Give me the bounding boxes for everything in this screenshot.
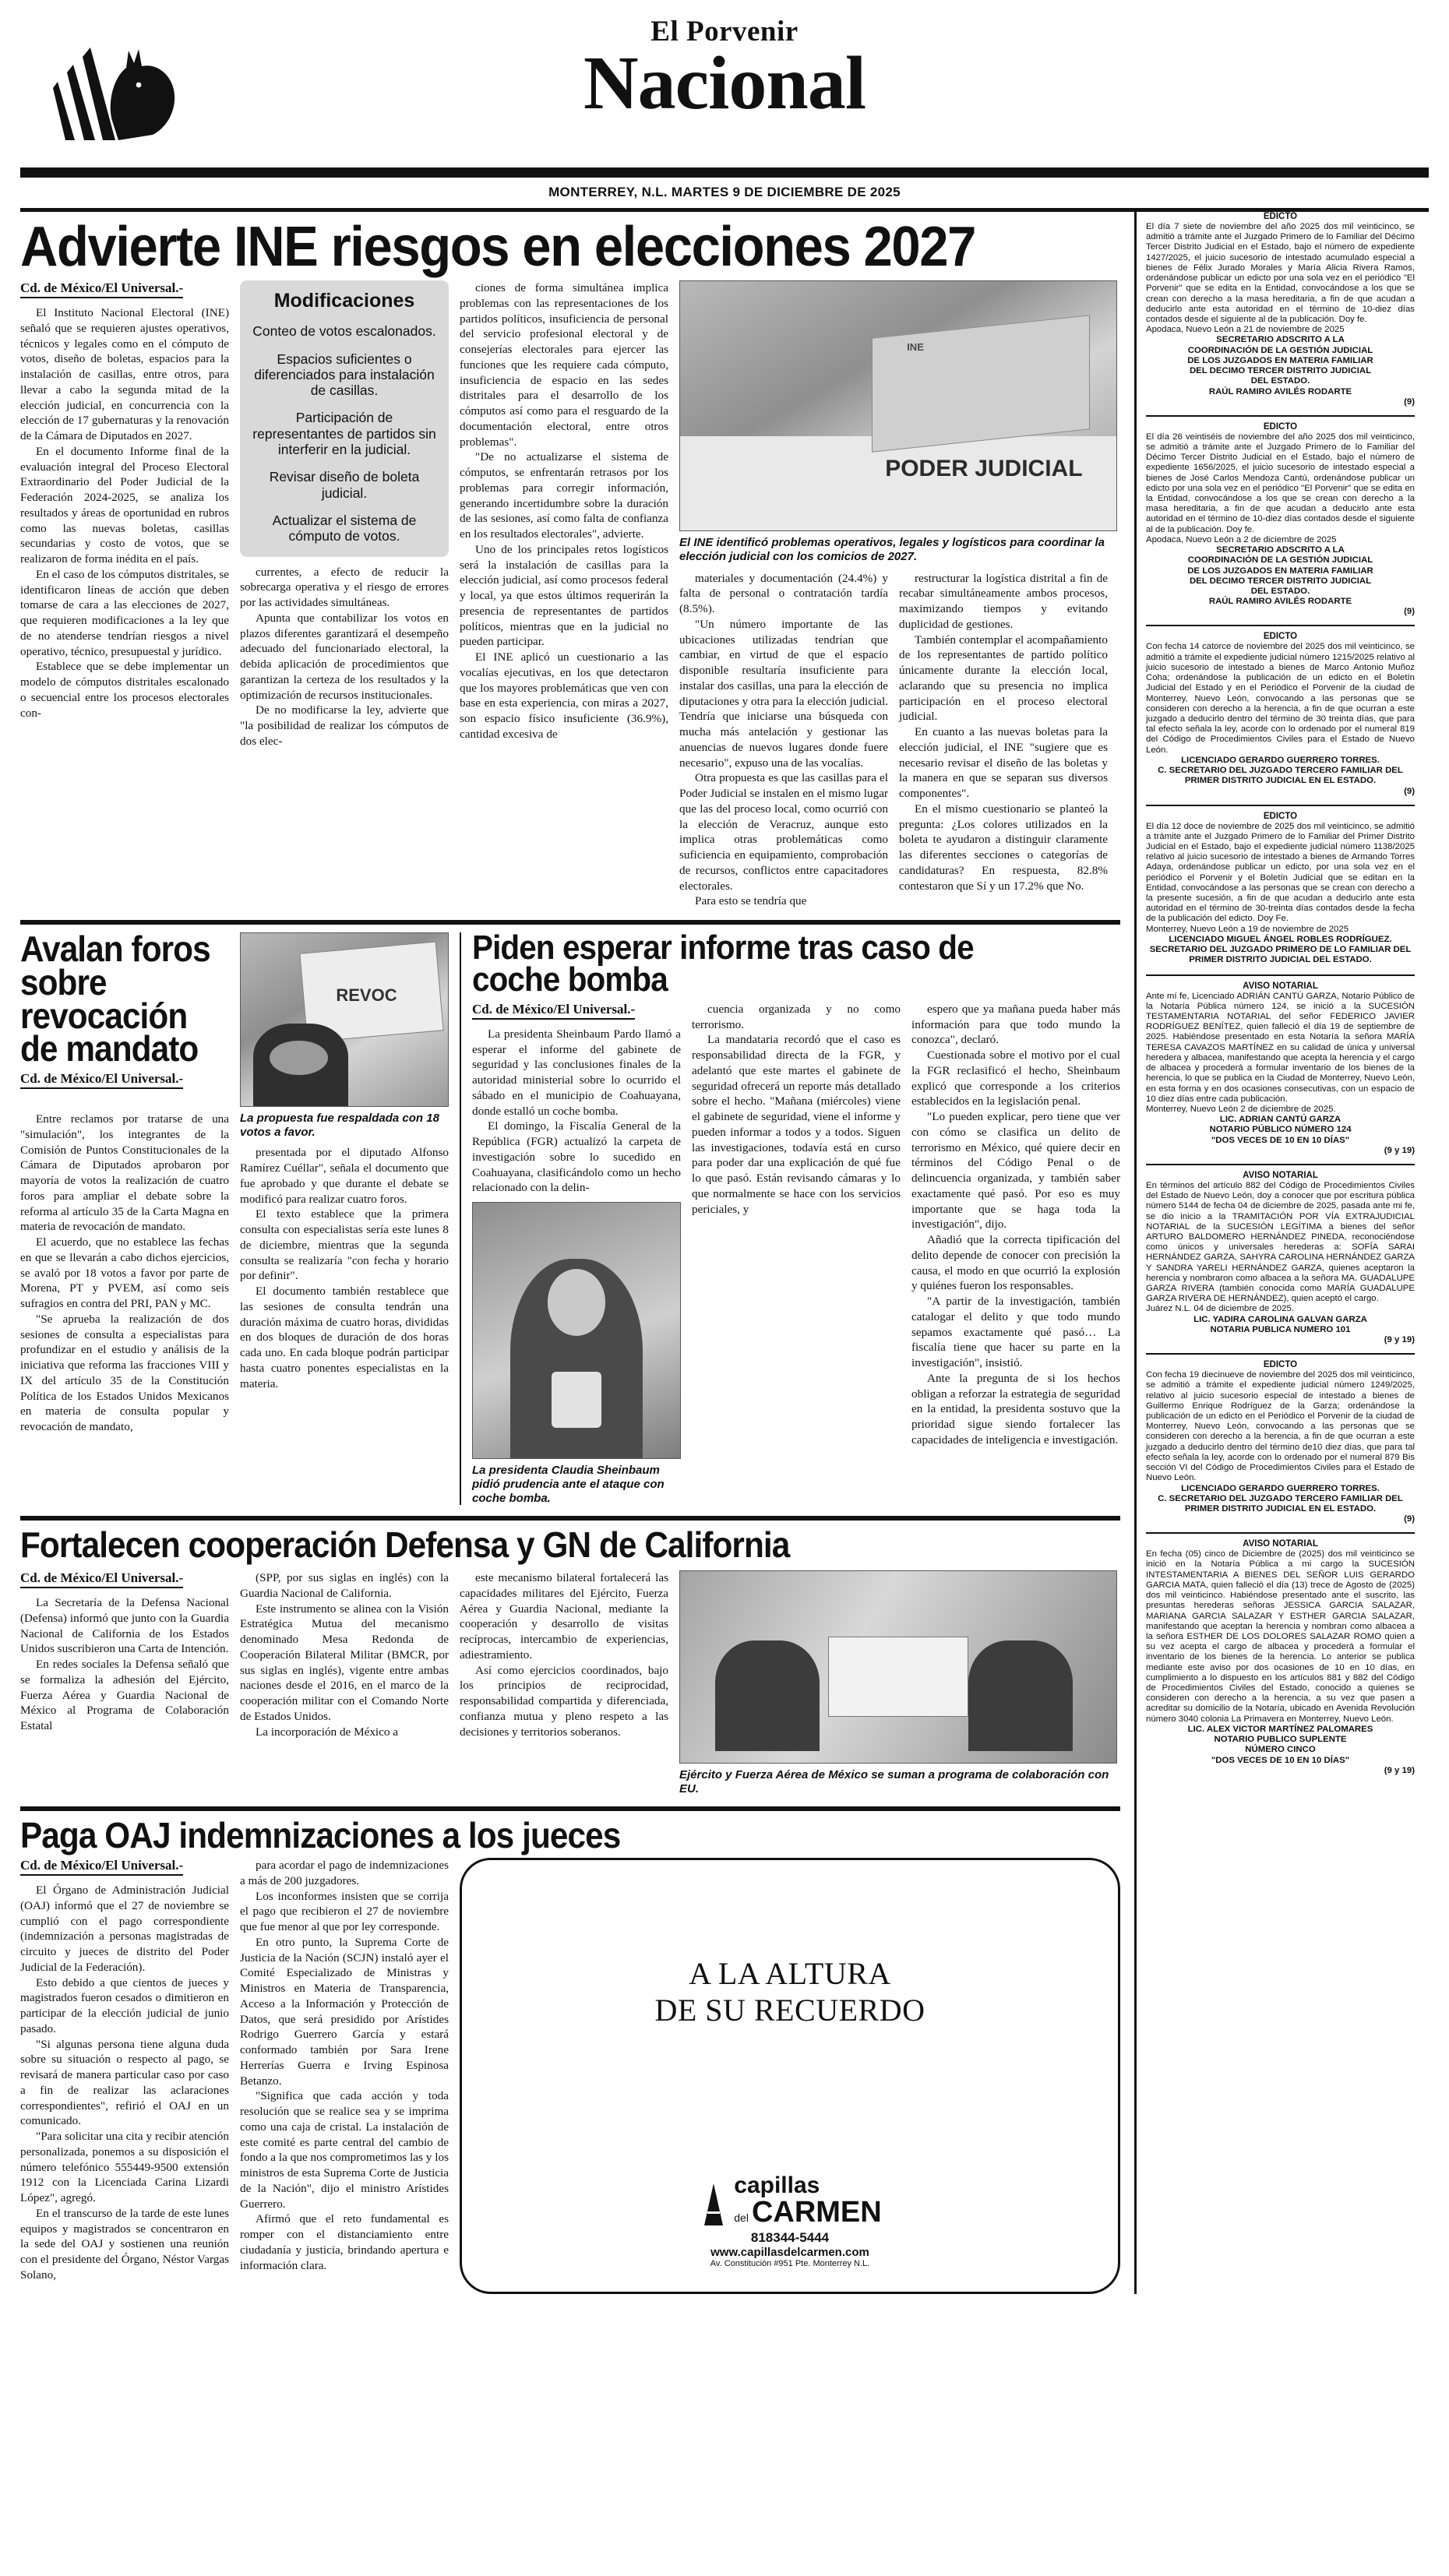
section-divider — [20, 920, 1120, 925]
oaj-byline: Cd. de México/El Universal.- — [20, 1858, 183, 1876]
piden-byline: Cd. de México/El Universal.- — [472, 1002, 635, 1020]
notice-ref: (9) — [1404, 1514, 1415, 1524]
notice-line: DE LOS JUZGADOS EN MATERIA FAMILIAR — [1187, 355, 1373, 365]
legal-notice — [1146, 632, 1415, 795]
oaj-headline: Paga OAJ indemnizaciones a los jueces — [20, 1815, 621, 1856]
masthead-subtitle: El Porvenir — [650, 16, 799, 48]
defensa-byline: Cd. de México/El Universal.- — [20, 1570, 183, 1588]
notice-line: LIC. ALEX VICTOR MARTÍNEZ PALOMARES — [1187, 1724, 1373, 1734]
lead-photo-caption: El INE identificó problemas operativos, legales y logísticos para coordinar la elección judicial con los comicios de 2027. — [679, 536, 1105, 563]
notice-body: El día 7 siete de noviembre del año 2025 dos mil veinticinco, se admitió a trámite ante el Juzgado Primero de lo Familiar del Décimo Tercer Distrito Judicial en el Estado, bajo el número de expediente 1427/2025, el juicio sucesorio de intestado acumulado especial a bienes de Félix Jurado Morales y María Alicia Rivera Ramos, ordenándose publicar un edicto por una sola vez en el periódico "El Porvenir" que se edita en la Entidad, convocándose a los que se crean con derecho a la masa hereditaria, a fin de que acudan a deducirlo ante esta autoridad en el término de 10-diez días contados desde el siguiente al de la publicación. Doy fe. — [1146, 222, 1415, 324]
legal-notice — [1146, 981, 1415, 1155]
lead-headline: Advierte INE riesgos en elecciones 2027 — [20, 216, 975, 278]
avalan-byline: Cd. de México/El Universal.- — [20, 1071, 183, 1089]
notice-title: EDICTO — [1263, 1360, 1298, 1370]
notice-line: COORDINACIÓN DE LA GESTIÓN JUDICIAL — [1187, 345, 1373, 355]
notice-line: LICENCIADO GERARDO GUERRERO TORRES. — [1181, 1483, 1380, 1493]
defensa-photo — [679, 1570, 1117, 1764]
notice-body: En términos del artículo 882 del Código de Procedimientos Civiles del Estado de Nuevo León, doy a conocer que por escritura pública número 5144 de fecha 04 de diciembre de 2025, pasada ante mi fe, se dio inicio a la TRAMITACIÓN POR VÍA EXTRAJUDICIAL NOTARIAL de la SUCESIÓN LEGÍTIMA a bienes del señor ARTURO BALDOMERO HERNÁNDEZ PINEDA, reconociéndose como únicos y universales herederas a: SOFÍA SARAI HERNÁNDEZ GARZA, SAHYRA CAROLINA HERNÁNDEZ GARZA Y SANDRA YARELI HERNÁNDEZ GARZA, quienes aceptaron la herencia y nombraron como albacea a la señora MA. GUADALUPE GARZA RIVERA (también conocida como MARÍA GUADALUPE GARZA RIVERA DE HERNÁNDEZ), quien aceptó el cargo. — [1146, 1180, 1415, 1304]
oaj-column-1 — [20, 1858, 229, 2294]
piden-photo — [472, 1202, 681, 1459]
mid-section — [20, 929, 1120, 1505]
paragraph: "De no actualizarse el sistema de cómputos, se enfrentarán retrasos por los problemas para corregir información, generando incertidumbre sobre la duración de las sesiones, así como falta de confianza en los resultados electorales", advierte. — [460, 450, 668, 541]
avalan-column-1 — [20, 1112, 229, 1435]
paragraph: Establece que se debe implementar un modelo de cómputos distritales escalonado o secuencial entre los procesos electorales con- — [20, 660, 229, 720]
notice-ref: (9 y 19) — [1384, 1765, 1415, 1775]
dateline: MONTERREY, N.L. MARTES 9 DE DICIEMBRE DE 2025 — [548, 185, 901, 199]
paragraph: El documento también restablece que las sesiones de consulta tendrán una duración máxima de cuatro horas, divididas en dos bloques de duración de dos horas cada uno. En cada bloque podrán participar hasta cuatro ponentes especialistas en la materia. — [240, 1284, 449, 1390]
paragraph: Ante la pregunta de si los hechos obligan a reforzar la estrategia de seguridad en la entidad, la presidenta sostuvo que la prioridad sigue siendo fortalecer las capacidades de inteligencia e investigación. — [911, 1371, 1120, 1447]
paragraph: Así como ejercicios coordinados, bajo los principios de reciprocidad, responsabilidad compartida y diferenciada, confianza mutua y pleno respeto a las decisiones y territorios soberanos. — [460, 1663, 668, 1739]
lead-photo-and-columns — [679, 280, 1117, 909]
notice-divider — [1146, 415, 1415, 417]
paragraph: para acordar el pago de indemnizaciones a más de 200 juzgadores. — [240, 1859, 449, 1887]
notice-line: "DOS VECES DE 10 EN 10 DÍAS" — [1211, 1755, 1350, 1765]
paragraph: El acuerdo, que no establece las fechas en que se llevarán a cabo dichos ejercicios, se avaló por 18 votos a favor por parte de Morena, PT y PVEM, así como seis sufragios en contra del PRI, PAN y MC. — [20, 1235, 229, 1311]
notice-title: AVISO NOTARIAL — [1243, 981, 1318, 991]
piden-column-2 — [692, 1002, 901, 1505]
modificaciones-item: Participación de representantes de partidos sin interferir en la judicial. — [252, 410, 436, 458]
paragraph: "Significa que cada acción y toda resolución que se realice sea y se imprima como una caja de cristal. La instalación de este comité es parte central del cambio de fondo a la que nos comprometimos las y los ministros de esta Suprema Corte de Justicia de la Nación", dijo el ministro Arístides Guerrero. — [240, 2089, 449, 2211]
piden-column-3 — [911, 1002, 1120, 1505]
notice-title: EDICTO — [1263, 212, 1298, 221]
masthead-title: Nacional — [583, 41, 866, 125]
notice-body: Con fecha 19 diecinueve de noviembre del 2025 dos mil veinticinco, se admitió a trámite el expediente judicial número 1249/2025, relativo al juicio sucesorio especial de intestado a bienes de Guillermo Enrique Rodríguez de la Garza; ordenándose la publicación de un edicto en el Periódico el Porvenir de la ciudad de Monterrey, Nuevo León, convocando a las personas que se consideren con derecho a la herencia, a fin de que ocurran a este juzgado a deducirlo dentro del término de10 diez días, que para tal efecto señala la ley, acorde con lo ordenado por el numeral 879 Bis sección VI del Código de Procedimientos Civiles para el Estado de Nuevo León. — [1146, 1370, 1415, 1483]
notice-ref: (9) — [1404, 607, 1415, 617]
notice-ref: (9) — [1404, 786, 1415, 796]
notice-divider — [1146, 805, 1415, 806]
notice-line: DEL ESTADO. — [1250, 587, 1310, 596]
notice-line: DEL DECIMO TERCER DISTRITO JUDICIAL — [1189, 366, 1372, 376]
notice-line: RAÚL RAMIRO AVILÉS RODARTE — [1208, 597, 1352, 607]
notice-title: AVISO NOTARIAL — [1243, 1170, 1318, 1180]
avalan-photo-sign: REVOC — [336, 985, 397, 1005]
paragraph: este mecanismo bilateral fortalecerá las capacidades militares del Ejército, Fuerza Aérea y Guardia Nacional, mediante la cooperación y desarrollo de visitas recíprocas, intercambio de experiencias, adiestramiento. — [460, 1571, 668, 1662]
paragraph: materiales y documentación (24.4%) y falta de personal o contratación tardía (8.5%). — [679, 571, 888, 616]
lead-column-1 — [20, 280, 229, 909]
notice-body: El día 12 doce de noviembre de 2025 dos mil veinticinco, se admitió a trámite ante el Juzgado Primero de lo Familiar del Primer Distrito Judicial en el Estado, bajo el expediente judicial número 1138/2025 relativo al juicio sucesorio de intestado a bienes de Armando Torres Adaya, ordenándose publicar un edicto, por una sola vez en el periódico el Porvenir y el Boletín Judicial que se editan en la Entidad, convocándose a las personas que se crean con derecho a la presente sucesión, a fin de que acudan a deducirlo ante esta autoridad en el término de 30-treinta días contados desde la fecha de la publicación del edicto. Doy Fe. — [1146, 821, 1415, 924]
paragraph: (SPP, por sus siglas en inglés) con la Guardia Nacional de California. — [240, 1571, 449, 1600]
notice-line: SECRETARIO DEL JUZGADO PRIMERO DE LO FAMILIAR DEL PRIMER DISTRITO JUDICIAL DEL ESTADO. — [1149, 945, 1412, 965]
notice-title: EDICTO — [1263, 421, 1298, 432]
paragraph: "Se aprueba la realización de dos sesiones de consulta a especialistas para profundizar en el estudio y análisis de la iniciativa que reforma las fracciones VIII y IX del artículo 35 de la Constitución Política de los Estados Unidos Mexicanos en materia de consulta popular y revocación de mandato, — [20, 1312, 229, 1434]
paragraph: restructurar la logística distrital a fin de recabar simultáneamente ambos procesos, maximizando tiempos y evitando duplicidad de gestiones. — [899, 571, 1108, 631]
paragraph: Afirmó que el reto fundamental es romper con el distanciamiento entre ciudadanía y justicia, brindando apertura e información clara. — [240, 2212, 449, 2272]
notice-line: LIC. ADRIAN CANTÚ GARZA — [1219, 1115, 1341, 1125]
ad-line-2: DE SU RECUERDO — [654, 1993, 925, 2028]
paragraph: En el caso de los cómputos distritales, se identificaron líneas de acción que deben tomarse de cara a las elecciones de 2027, que requieren modificaciones a la ley que de no atenderse tendrían riesgos a nivel operativo, técnico, presupuestal y jurídico. — [20, 567, 230, 658]
notice-body: Ante mí fe, Licenciado ADRIÁN CANTÚ GARZA, Notario Público de la Notaría Pública número 124, se inició a la SUCESIÓN TESTAMENTARIA NOTARIAL del señor FEDERICO JAVIER RODRÍGUEZ BENÍTEZ, quien falleció el día 19 de septiembre de 2025. Habiéndose presentado en esta Notaría la señora MARÍA TERESA CAVAZOS MARTÍNEZ en su calidad de única y universal heredera y albacea, manifestando que acepta la herencia y el cargo de albacea y procederá a formular inventario de los bienes de la herencia, lo que se publica en la Ciudad de Monterrey, Nuevo León, en esta forma y en dos ocasiones consecutivas, con un espacio de 10 diez días entre cada publicación. — [1146, 991, 1415, 1104]
notice-divider — [1146, 1164, 1415, 1165]
paragraph: En el documento Informe final de la evaluación integral del Proceso Electoral Extraordinario del Poder Judicial de la Federación 2024-2025, se analiza los resultados y áreas de oportunidad en rubros como las nuevas boletas, casillas secundarias y costo de votos, que se realizaron de forma inédita en el país. — [20, 444, 229, 566]
paragraph: Apunta que contabilizar los votos en plazos diferentes garantizará el desempeño adecuado del funcionariado electoral, la debida aplicación de procedimientos que garantizan la certeza de los resultados y la optimización de recursos institucionales. — [240, 611, 449, 702]
paragraph: Para esto se tendría que — [695, 894, 807, 908]
advertisement[interactable] — [460, 1858, 1120, 2294]
avalan-photo — [240, 932, 449, 1107]
paragraph: cuencia organizada y no como terrorismo. — [692, 1002, 901, 1031]
notice-ref: (9 y 19) — [1384, 1145, 1415, 1155]
modificaciones-item: Revisar diseño de boleta judicial. — [269, 469, 420, 501]
notice-line: NOTARIA PUBLICA NUMERO 101 — [1210, 1324, 1351, 1334]
notice-line: NOTARIO PUBLICO SUPLENTE — [1214, 1735, 1347, 1745]
paragraph: espero que ya mañana pueda haber más información para que todo mundo la conozca", declaró. — [911, 1002, 1120, 1047]
notice-line: LIC. YADIRA CAROLINA GALVAN GARZA — [1193, 1314, 1367, 1324]
defensa-photo-caption: Ejército y Fuerza Aérea de México se suman a programa de colaboración con EU. — [679, 1768, 1109, 1795]
paragraph: "A partir de la investigación, también catalogar el delito y que todo mundo sepamos exactamente qué pasó… La fiscalía tiene que hacer su parte en la investigación", insistió. — [911, 1295, 1120, 1370]
notice-divider — [1146, 1353, 1415, 1355]
notice-line: DE LOS JUZGADOS EN MATERIA FAMILIAR — [1187, 566, 1373, 576]
paragraph: ciones de forma simultánea implica problemas con las representaciones de los partidos políticos, insuficiencia de personal del servicio profesional electoral y de consejerías electorales para ejercer las funciones que les requiere cada cómputo, insuficiencia de espacio en las sedes distritales para el desarrollo de los cómputos así como para el resguardo de la documentación electoral, entre otros problemas". — [460, 281, 668, 449]
ad-brand-bottom: CARMEN — [751, 2196, 882, 2229]
section-divider — [20, 1806, 1120, 1811]
page-body — [20, 212, 1429, 2294]
ad-url[interactable]: www.capillasdelcarmen.com — [710, 2246, 869, 2260]
defensa-column-3 — [460, 1570, 668, 1795]
article-oaj — [20, 1815, 1120, 2294]
notice-ref: (9) — [1404, 396, 1415, 407]
piden-column-1 — [472, 1002, 681, 1505]
lead-column-5 — [899, 571, 1108, 910]
paragraph: "Lo pueden explicar, pero tiene que ver con cómo se clasifica un delito de terrorismo en México, qué quiere decir en términos del Código Penal o de delincuencia organizada, y también saber exactamente qué pasó. Por eso es muy importante que se haga toda la investigación", dijo. — [911, 1110, 1120, 1232]
oaj-column-2 — [240, 1858, 449, 2294]
paragraph: En otro punto, la Suprema Corte de Justicia de la Nación (SCJN) instaló ayer el Comité Especializado de Ministras y Ministros en Materia de Transparencia, Acceso a la Información y Protección de Datos, que será presidido por Arístides Rodrigo Guerrero García y estará conformado también por Sara Irene Herrerías Guerra e Irving Espinosa Betanzo. — [240, 1935, 449, 2088]
defensa-photo-block — [679, 1570, 1117, 1795]
ad-logo — [482, 2174, 1098, 2268]
piden-headline: Piden esperar informe tras caso de coche bomba — [472, 929, 974, 999]
paragraph: El Instituto Nacional Electoral (INE) señaló que se requieren ajustes operativos, técnicos y legales como en el cómputo de votos, diseño de boletas, espacios para la instalación de casillas, entre otros, para llevar a cabo la segunda mitad de la elección judicial, en concurrencia con la elección de 17 gubernaturas y la renovación de la Cámara de Diputados en 2027. — [20, 306, 229, 443]
ad-line-1: A LA ALTURA — [689, 1956, 891, 1992]
paragraph: Cuestionada sobre el motivo por el cual la FGR reclasificó el hecho, Sheinbaum explicó que corresponde a los criterios establecidos en la legislación penal. — [911, 1048, 1120, 1108]
paragraph: Este instrumento se alinea con la Visión Estratégica Mutua del mecanismo denominado Mesa Redonda de Cooperación Bilateral Militar (BMCR, por sus siglas en inglés), vigente entre ambas naciones desde el 2016, en el marco de la cooperación militar con el Comando Norte de Estados Unidos. — [240, 1602, 449, 1723]
main-column — [20, 212, 1134, 2294]
notice-divider — [1146, 625, 1415, 626]
paragraph: También contemplar el acompañamiento de los representantes de partido político únicamente durante la elección local, aclarando que su presencia no implica participación en el proceso electoral judicial. — [899, 633, 1108, 724]
notice-line: NOTARIO PÚBLICO NÚMERO 124 — [1209, 1125, 1352, 1135]
ad-phone: 818344-5444 — [750, 2230, 830, 2246]
paragraph: El INE aplicó un cuestionario a las vocalías ejecutivas, en los que detectaron que los mayores problemáticas que ven con base en esta experiencia, con miras a 2027, son espacio físico insuficiente (36.9%), cantidad excesiva de — [460, 650, 668, 741]
legal-notice — [1146, 1171, 1415, 1344]
chapel-icon — [698, 2182, 729, 2227]
article-piden — [472, 929, 1120, 1505]
ad-address: Av. Constitución #951 Pte. Monterrey N.L. — [710, 2259, 870, 2269]
masthead-rule — [20, 167, 1429, 178]
notice-line: C. SECRETARIO DEL JUZGADO TERCERO FAMILIAR DEL PRIMER DISTRITO JUDICIAL EN EL ESTADO. — [1158, 766, 1403, 786]
article-defensa — [20, 1524, 1120, 1795]
notice-title: EDICTO — [1263, 632, 1298, 642]
notice-line: LICENCIADO MIGUEL ÁNGEL ROBLES RODRÍGUEZ. — [1169, 934, 1392, 944]
paragraph: En el transcurso de la tarde de este lunes equipos y magistrados se concentraron en la sede del OAJ y sostienen una reunión con el presidente del Órgano, Néstor Vargas Solano, — [20, 2206, 229, 2282]
masthead — [20, 0, 1429, 160]
paragraph: El Órgano de Administración Judicial (OAJ) informó que el 27 de noviembre se cumplió con el pago correspondiente (indemnización a personas magistradas de circuito y jueces de distrito del Poder Judicial de la Federación). — [20, 1884, 229, 1974]
horse-logo — [51, 27, 231, 140]
legal-notice — [1146, 1360, 1415, 1524]
paragraph: En el mismo cuestionario se planteó la pregunta: ¿Los colores utilizados en la boleta te ayudaron a distinguir claramente las diferentes secciones o categorías de candidaturas? En respuesta, 82.8% contestaron que Sí y un 17.2% que No. — [899, 802, 1108, 893]
section-divider — [20, 1516, 1120, 1521]
modificaciones-box — [240, 280, 449, 556]
avalan-photo-caption: La propuesta fue respaldada con 18 votos a favor. — [240, 1112, 439, 1139]
paragraph: Uno de los principales retos logísticos será la instalación de casillas para la elección judicial, así como procesos federal y local, ya que estos últimos requerirán la presencia de representantes de partidos políticos, mientras que en la judicial no pueden participar. — [460, 542, 668, 649]
paragraph: La presidenta Sheinbaum Pardo llamó a esperar el informe del gabinete de seguridad y las conclusiones finales de la autoridad ministerial sobre lo ocurrido el sábado en el municipio de Coahuayana, donde estalló un coche bomba. — [472, 1027, 681, 1118]
defensa-column-1 — [20, 1570, 229, 1795]
notice-line: SECRETARIO ADSCRITO A LA — [1216, 335, 1345, 345]
notice-line: C. SECRETARIO DEL JUZGADO TERCERO FAMILIAR DEL PRIMER DISTRITO JUDICIAL EN EL ESTADO. — [1158, 1493, 1403, 1514]
paragraph: En cuanto a las nuevas boletas para la elección judicial, el INE "sugiere que es necesario revisar el diseño de las boletas y la manera en que se separan sus diversos componentes". — [899, 725, 1108, 801]
modificaciones-item: Conteo de votos escalonados. — [252, 323, 436, 340]
legal-notices-column — [1134, 212, 1415, 2294]
notice-line: NÚMERO CINCO — [1245, 1745, 1316, 1755]
paragraph: La incorporación de México a — [256, 1725, 399, 1739]
defensa-headline: Fortalecen cooperación Defensa y GN de California — [20, 1524, 790, 1566]
notice-ref: (9 y 19) — [1384, 1335, 1415, 1345]
notice-line: DEL ESTADO. — [1250, 376, 1310, 386]
notice-line: SECRETARIO ADSCRITO A LA — [1216, 545, 1345, 555]
paragraph: La Secretaría de la Defensa Nacional (Defensa) informó que junto con la Guardia Nacional de California de los Estados Unidos suscribieron una Carta de Intención. — [20, 1596, 229, 1656]
legal-notice — [1146, 812, 1415, 966]
paragraph: En redes sociales la Defensa señaló que se formaliza la adhesión del Ejército, Fuerza Aérea y Guardia Nacional de México al Programa de Colaboración Estatal — [20, 1658, 229, 1732]
paragraph: "Para solicitar una cita y recibir atención personalizada, ponemos a su disposición el número telefónico 555449-9500 extensión 1912 con la Licenciada Carina Lizardi López", agregó. — [20, 2130, 229, 2205]
lead-byline: Cd. de México/El Universal.- — [20, 280, 183, 298]
avalan-headline: Avalan foros sobre revocación de mandato — [20, 929, 210, 1070]
paragraph: currentes, a efecto de reducir la sobrecarga operativa y el riesgo de errores por las actividades simultáneas. — [240, 565, 449, 609]
notice-line: Juárez N.L. 04 de diciembre de 2025. — [1146, 1304, 1294, 1314]
defensa-column-2 — [240, 1570, 449, 1795]
paragraph: Los inconformes insisten que se corrija el pago que recibieron el 27 de noviembre que fue menor al que por ley corresponde. — [240, 1889, 449, 1934]
avalan-column-2 — [240, 1112, 449, 1435]
notice-line: Monterrey, Nuevo León a 19 de noviembre de 2025 — [1146, 924, 1349, 934]
piden-photo-caption: La presidenta Claudia Sheinbaum pidió prudencia ante el ataque con coche bomba. — [472, 1464, 665, 1505]
notice-body: En fecha (05) cinco de Diciembre de (2025) dos mil veinticinco se inició en la Notaría Pública a mi cargo la SUCESIÓN INTESTAMENTARIA A BIENES DEL SEÑOR LUIS GERARDO GARCIA MATA, quien falleció el día (13) trece de Agosto de (2025) dos mil veinticinco. Habiéndose presentado ante el suscrito, las presuntas herederas señoras JESSICA GARCIA SALAZAR, MARIANA GARCIA SALAZAR Y ESTHER GARCIA SALAZAR, manifestando que aceptan la herencia y nombran como albacea a la señora ESTHER DE LOS DOLORES SALAZAR ROMO quien a su vez acepta el cargo de albacea y procederá a formular el inventario de los bienes de la herencia. Lo anterior se publica mediante este aviso por dos ocasiones de 10 en 10 días, en cumplimiento a lo dispuesto en los artículos 881 y 882 del Código de Procedimientos Civiles del Estado, conocido a quienes se consideren con derecho a la herencia, a su vez que pasen a acreditar su domicilio de la Notaría, ubicado en Avenida Revolución número 3040 colonia La Primavera en Monterrey, Nuevo León. — [1146, 1549, 1415, 1724]
notice-line: LICENCIADO GERARDO GUERRERO TORRES. — [1181, 755, 1380, 765]
ad-brand-top: capillas — [734, 2173, 820, 2199]
notice-line: "DOS VECES DE 10 EN 10 DÍAS" — [1211, 1135, 1350, 1145]
lead-story — [20, 212, 1120, 909]
modificaciones-item: Actualizar el sistema de cómputo de votos. — [272, 512, 417, 544]
paragraph: "Un número importante de las ubicaciones utilizadas tendrían que cambiar, en virtud de que el espacio disponible resultaría insuficiente para instalar dos casillas, una para la elección de diputaciones y otra para la elección judicial. Tendría que iniciarse una búsqueda con mucha más antelación y gestionar las anuencias de nuevos lugares donde fuere necesario", expuso una de las vocalías. — [679, 617, 888, 770]
paragraph: Esto debido a que cientos de jueces y magistrados fueron cesados o dimitieron en participar de la elección judicial de junio pasado. — [20, 1975, 229, 2035]
notice-body: El día 26 veintiséis de noviembre del año 2025 dos mil veinticinco, se admitió a trámite ante el Juzgado Primero de lo Familiar del Décimo Tercer Distrito Judicial en el Estado, bajo el número de expediente 1656/2025, el juicio sucesorio de intestado especial a bienes de José Carlos Mendoza Cantú, ordenándose publicar un edicto por una sola vez en el periódico "El Porvenir" que se edita en la Entidad, convocándose a los que se crean con derecho a la masa hereditaria, a fin de que acudan a deducirlo ante esta autoridad en el término de 10-diez días contados desde el siguiente al de la publicación. Doy fe. — [1146, 432, 1415, 534]
modificaciones-title: Modificaciones — [273, 290, 415, 312]
notice-line: DEL DECIMO TERCER DISTRITO JUDICIAL — [1189, 576, 1372, 586]
vertical-divider — [460, 932, 461, 1505]
paragraph: Añadió que la correcta tipificación del delito depende de conocer con precisión la causa, el modo en que ocurrió la explosión y quiénes fueron los responsables. — [911, 1233, 1120, 1293]
lead-photo: PODER JUDICIAL INE — [679, 280, 1117, 531]
paragraph: presentada por el diputado Alfonso Ramírez Cuéllar", señala el documento que fue aprobado y que durante el debate se modificó para realizar cuatro foros. — [240, 1146, 449, 1206]
article-avalan — [20, 929, 449, 1505]
notice-line: Monterrey, Nuevo León 2 de diciembre de 2025. — [1146, 1104, 1336, 1114]
modificaciones-item: Espacios suficientes o diferenciados para instalación de casillas. — [254, 351, 435, 399]
ad-brand-mid: del — [734, 2211, 749, 2225]
paragraph: Otra propuesta es que las casillas para el Poder Judicial se instalen en el mismo lugar que las del proceso local, como ocurrió con la elección de Veracruz, aunque esto implica otras problemáticas como suficiencia en equipamiento, comprobación de recursos, conflictos entre capacitadores electorales. — [679, 771, 888, 893]
notice-title: AVISO NOTARIAL — [1243, 1539, 1318, 1549]
notice-line: Apodaca, Nuevo León a 21 de noviembre de 2025 — [1146, 325, 1345, 335]
legal-notice — [1146, 1539, 1415, 1775]
notice-divider — [1146, 974, 1415, 976]
paragraph: Entre reclamos por tratarse de una "simulación", los integrantes de la Comisión de Puntos Constitucionales de la Cámara de Diputados aprobaron por mayoría de votos la realización de cuatro foros para ampliar el debate sobre la reforma al artículo 35 de la Carta Magna en materia de revocación de mandato. — [20, 1112, 229, 1234]
notice-title: EDICTO — [1263, 811, 1298, 821]
lead-column-2 — [240, 280, 449, 909]
notice-body: Con fecha 14 catorce de noviembre del 2025 dos mil veinticinco, se admitió a trámite el expediente judicial número 1215/2025 relativo al juicio sucesorio de intestado a bienes de Marco Antonio Muñoz Coha; ordenándose la publicación de un edicto en el Boletín Judicial del Estado y en el Periódico el Porvenir de la ciudad de Monterrey, Nuevo León, convocando a las personas que se consideren con derecho a la herencia, a fin de que ocurran a este juzgado a deducirlo dentro del término de 30 treinta días, que para tal efecto señala la ley, acorde con lo ordenado por el numeral 819 del Código de Procedimientos Civiles para el Estado de Nuevo León. — [1146, 642, 1415, 755]
paragraph: "Si algunas persona tiene alguna duda sobre su situación o respecto al pago, se revisará de manera particular caso por caso a fin de realizar las aclaraciones correspondientes", refirió el OAJ en un comunicado. — [20, 2037, 229, 2128]
legal-notice — [1146, 212, 1415, 407]
paragraph: El domingo, la Fiscalía General de la República (FGR) actualizó la carpeta de investigación sobre lo sucedido en Coahuayana, clasificándolo como un hecho relacionado con la delin- — [472, 1119, 681, 1195]
lead-column-3 — [460, 280, 668, 909]
notice-line: Apodaca, Nuevo León a 2 de diciembre de 2025 — [1146, 534, 1337, 544]
paragraph: La mandataria recordó que el caso es responsabilidad directa de la FGR, y adelantó que este martes el gabinete de seguridad ofrecerá un reporte más detallado sobre el hecho. "Mañana (miércoles) viene el gabinete de seguridad, viene el informe y pueden informar a todos y a todos. Siguen las investigaciones, todavía está en curso para poder dar una explicación de qué fue lo que pasó. Están revisando cámaras y lo que normalmente se hace con los servicios periciales, y — [692, 1033, 901, 1216]
legal-notice — [1146, 422, 1415, 617]
notice-line: COORDINACIÓN DE LA GESTIÓN JUDICIAL — [1187, 555, 1373, 566]
paragraph: El texto establece que la primera consulta con especialistas sería este lunes 8 de diciembre, mientras que la segunda consulta se realizaría "con fecha y horario por definir". — [240, 1207, 449, 1283]
lead-column-4 — [679, 571, 888, 910]
paragraph: De no modificarse la ley, advierte que "la posibilidad de realizar los cómputos de dos elec- — [240, 703, 449, 748]
notice-line: RAÚL RAMIRO AVILÉS RODARTE — [1208, 386, 1352, 396]
notice-divider — [1146, 1532, 1415, 1534]
